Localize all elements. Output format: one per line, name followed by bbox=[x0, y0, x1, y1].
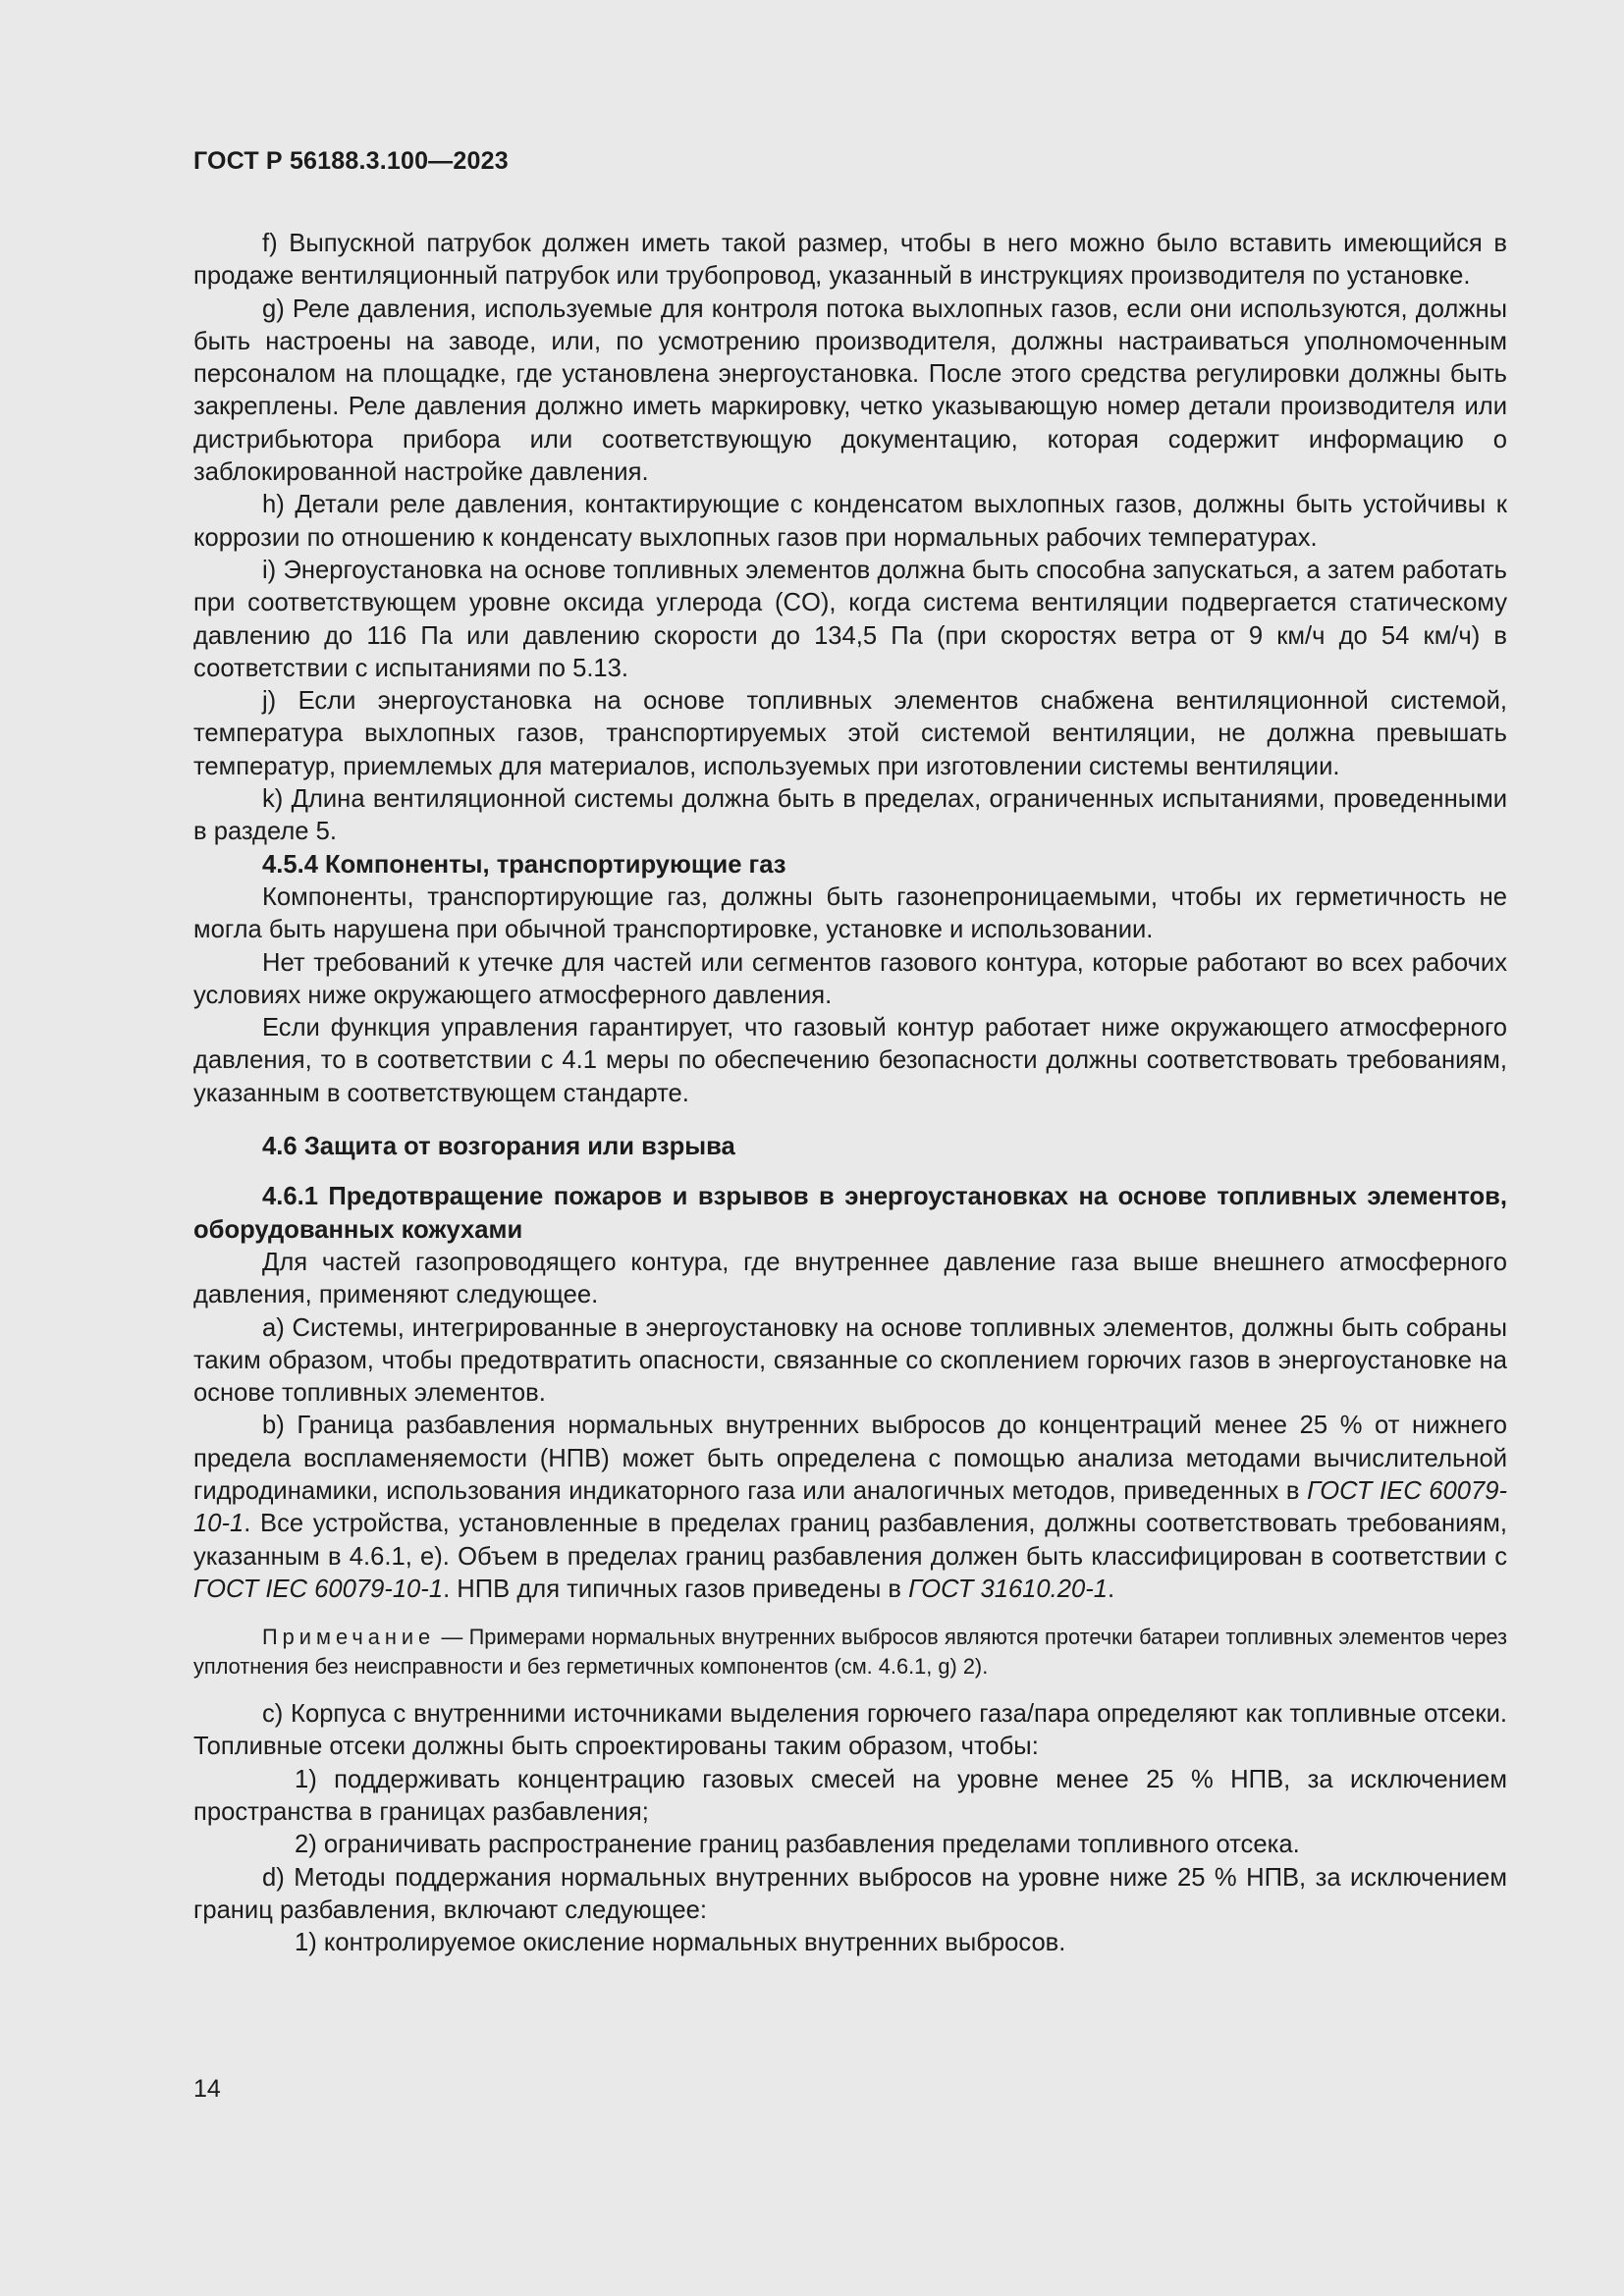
item-c: c) Корпуса с внутренними источниками выделения горючего газа/пара определяют как топливные отсеки. Топливные отсеки должны быть спроектированы таким образом, чтобы: bbox=[193, 1700, 1507, 1761]
item-a: a) Системы, интегрированные в энергоустановку на основе топливных элементов, должны быть собраны таким образом, чтобы предотвратить опасности, связанные со скоплением горючих газов в энергоустановке на основе топливных элементов. bbox=[193, 1313, 1507, 1408]
document-body bbox=[193, 228, 1507, 1960]
item-i: i) Энергоустановка на основе топливных элементов должна быть способна запускаться, а затем работать при соответствующем уровне оксида углерода (CO), когда система вентиляции подвергается статическому давлению до 116 Па или давлению скорости до 134,5 Па (при скоростях ветра от 9 км/ч до 54 км/ч) в соответствии с испытаниями по 5.13. bbox=[193, 556, 1507, 682]
item-b bbox=[193, 1410, 1507, 1606]
item-b-text-3: . НПВ для типичных газов приведены в bbox=[443, 1575, 909, 1603]
section-4-5-4-para-2: Нет требований к утечке для частей или сегментов газового контура, которые работают во всех рабочих условиях ниже окружающего атмосферного давления. bbox=[193, 948, 1507, 1009]
item-c-1: 1) поддерживать концентрацию газовых смесей на уровне менее 25 % НПВ, за исключением пространства в границах разбавления; bbox=[193, 1765, 1507, 1827]
item-h: h) Детали реле давления, контактирующие с конденсатом выхлопных газов, должны быть устойчивы к коррозии по отношению к конденсату выхлопных газов при нормальных рабочих температурах. bbox=[193, 491, 1507, 552]
section-4-5-4-para-3: Если функция управления гарантирует, что газовый контур работает ниже окружающего атмосферного давления, то в соответствии с 4.1 меры по обеспечению безопасности должны соответствовать требованиям, указанным в соответствующем стандарте. bbox=[193, 1014, 1507, 1107]
item-f: f) Выпускной патрубок должен иметь такой размер, чтобы в него можно было вставить имеющийся в продаже вентиляционный патрубок или трубопровод, указанный в инструкциях производителя по установке. bbox=[193, 230, 1507, 291]
item-d-1: 1) контролируемое окисление нормальных внутренних выбросов. bbox=[295, 1929, 1066, 1957]
section-4-5-4-para-1: Компоненты, транспортирующие газ, должны быть газонепроницаемыми, чтобы их герметичность не могла быть нарушена при обычной транспортировке, установке и использовании. bbox=[193, 882, 1507, 944]
section-4-5-4-heading: 4.5.4 Компоненты, транспортирующие газ bbox=[262, 850, 786, 879]
item-b-text-4: . bbox=[1108, 1575, 1115, 1603]
item-g: g) Реле давления, используемые для контроля потока выхлопных газов, если они используются, должны быть настроены на заводе, или, по усмотрению производителя, должны настраиваться уполномоченным персоналом на площадке, где установлена энергоустановка. После этого средства регулировки должны быть закреплены. Реле давления должно иметь маркировку, четко указывающую номер детали производителя или дистрибьютора прибора или соответствующую документацию, которая содержит информацию о заблокированной настройке давления. bbox=[193, 294, 1507, 487]
page-number: 14 bbox=[193, 2075, 221, 2103]
item-d: d) Методы поддержания нормальных внутренних выбросов на уровне ниже 25 % НПВ, за исключением границ разбавления, включают следующее: bbox=[193, 1863, 1507, 1924]
standard-reference: ГОСТ 31610.20-1 bbox=[908, 1575, 1108, 1603]
item-j: j) Если энергоустановка на основе топливных элементов снабжена вентиляционной системой, температура выхлопных газов, транспортируемых этой системой вентиляции, не должна превышать температур, приемлемых для материалов, используемых при изготовлении системы вентиляции. bbox=[193, 687, 1507, 780]
section-4-6-1-intro: Для частей газопроводящего контура, где внутреннее давление газа выше внешнего атмосферного давления, применяют следующее. bbox=[193, 1248, 1507, 1309]
item-k: k) Длина вентиляционной системы должна быть в пределах, ограниченных испытаниями, проведенными в разделе 5. bbox=[193, 785, 1507, 846]
item-c-2: 2) ограничивать распространение границ разбавления пределами топливного отсека. bbox=[295, 1831, 1300, 1859]
note-label: Примечание bbox=[262, 1625, 436, 1650]
standard-reference: ГОСТ IEC 60079-10-1 bbox=[193, 1476, 1508, 1538]
note bbox=[193, 1623, 1507, 1682]
item-b-text-1: b) Граница разбавления нормальных внутренних выбросов до концентраций менее 25 % от нижнего предела воспламеняемости (НПВ) может быть определена с помощью анализа методами вычислительной гидродинамики, использования индикаторного газа или аналогичных методов, приведенных в bbox=[193, 1412, 1507, 1505]
document-header: ГОСТ Р 56188.3.100—2023 bbox=[193, 147, 509, 175]
standard-reference: ГОСТ IEC 60079-10-1 bbox=[193, 1575, 444, 1603]
note-text: — Примерами нормальных внутренних выбросов являются протечки батареи топливных элементов через уплотнения без неисправности и без герметичных компонентов (см. 4.6.1, g) 2). bbox=[193, 1625, 1507, 1680]
item-b-text-2: . Все устройства, установленные в пределах границ разбавления, должны соответствовать требованиям, указанным в 4.6.1, е). Объем в пределах границ разбавления должен быть классифицирован в соответствии с bbox=[193, 1510, 1507, 1571]
section-4-6-heading: 4.6 Защита от возгорания или взрыва bbox=[262, 1133, 735, 1161]
section-4-6-1-heading: 4.6.1 Предотвращение пожаров и взрывов в энергоустановках на основе топливных элементов, оборудованных кожухами bbox=[193, 1183, 1507, 1244]
